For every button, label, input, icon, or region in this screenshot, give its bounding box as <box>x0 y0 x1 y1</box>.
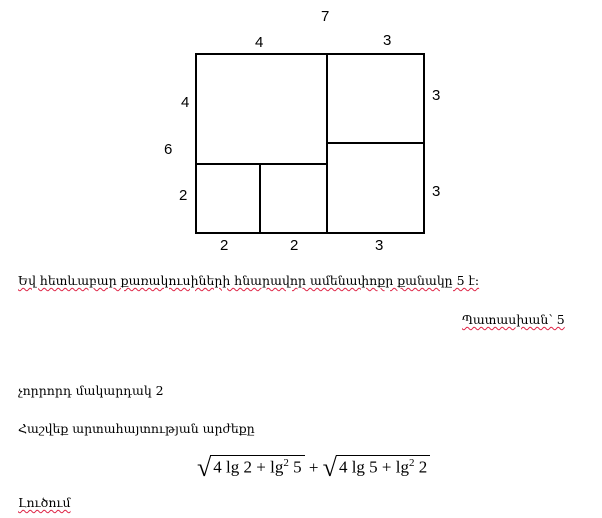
statement-text: Եվ հետևաբար քառակուսիների հնարավոր ամենափոքր քանակը 5 է: <box>18 273 480 288</box>
label-top-total: 7 <box>321 8 330 25</box>
radicand-2: 4 $\lg 5 + \lg^2 2$ <box>336 455 430 478</box>
task-text: Հաշվեք արտահայտության արժեքը <box>18 421 255 436</box>
label-top-left: 4 <box>255 34 264 51</box>
radical-sign-2: √ <box>322 453 337 482</box>
plus-sign: + <box>308 458 319 477</box>
solution-heading: Լուծում <box>18 495 71 510</box>
radicand-1: 4 $\lg 2 + \lg^2 5$ <box>210 455 304 478</box>
label-left-outer: 6 <box>164 141 173 158</box>
label-top-right: 3 <box>383 32 392 49</box>
label-left-lower: 2 <box>179 187 188 204</box>
label-left-upper: 4 <box>181 94 190 111</box>
label-right-lower: 3 <box>432 183 441 200</box>
label-bottom-b: 2 <box>290 237 299 254</box>
radical-sign: √ <box>197 453 212 482</box>
level-heading: չորրորդ մակարդակ 2 <box>18 383 164 398</box>
answer-text: Պատասխան՝ 5 <box>462 312 565 327</box>
label-right-upper: 3 <box>432 87 441 104</box>
label-bottom-a: 2 <box>220 237 229 254</box>
label-bottom-c: 3 <box>375 237 384 254</box>
math-expression <box>197 453 430 483</box>
